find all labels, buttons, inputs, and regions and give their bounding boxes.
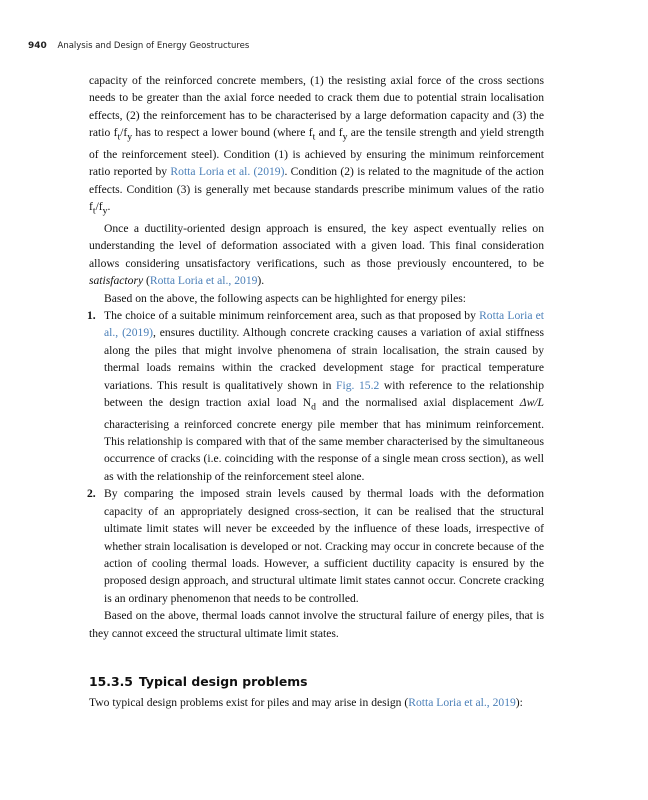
- text-segment: /f: [120, 126, 128, 140]
- running-head: [28, 41, 249, 51]
- subscript: t: [92, 205, 96, 217]
- text-segment: Two typical design problems exist for piles and may arise in design (: [89, 695, 409, 709]
- subscript: y: [102, 205, 108, 217]
- body-text: [89, 72, 544, 711]
- text-segment: , ensures ductility. Although concrete cracking causes a variation of axial stiffness along the piles that might involve phenomena of strain localisation, the strain caused by thermal loads remains within the cracked development stage for practical temperature variations. This result is qualitatively shown in: [104, 326, 544, 392]
- text-segment: and the normalised axial displacement: [315, 395, 520, 409]
- figure-link[interactable]: Fig. 15.2: [336, 378, 380, 392]
- citation-link[interactable]: Rotta Loria et al., 2019: [408, 695, 516, 709]
- citation-link[interactable]: Rotta Loria et al., (2019): [104, 308, 545, 340]
- text-segment: By comparing the imposed strain levels caused by thermal loads with the deformation capacity of an appropriately designed cross-section, it can be realised that the structural ultimate limit states will never be exceeded by the influence of these loads, irrespective of whether strain localisation is developed or not. Cracking may occur in concrete because of the action of cooling thermal loads. However, a sufficient ductility capacity is ensured by the proposed design approach, and structural ultimate limit states cannot occur. Concrete cracking is an ordinary phenomenon that needs to be controlled.: [104, 487, 544, 605]
- text-segment: has to respect a lower bound (where f: [132, 126, 313, 140]
- text-segment: and f: [315, 126, 343, 140]
- list-item: [89, 485, 544, 607]
- citation-link[interactable]: Rotta Loria et al., 2019: [149, 274, 258, 288]
- running-title: Analysis and Design of Energy Geostructures: [57, 41, 250, 51]
- text-segment: capacity of the reinforced concrete members, (1) the resisting axial force of the cross sections needs to be greater than the axial force needed to crack them due to potential strain localisation effects, (2) the reinforcement has to be characterised by a large deformation capacity and (3) the ratio f: [89, 74, 544, 140]
- paragraph-conclusion: Based on the above, thermal loads cannot involve the structural failure of energy piles, that is they cannot exceed the structural ultimate limit states.: [89, 609, 544, 640]
- text-segment: are the tensile strength and yield strength of the reinforcement steel). Condition (1) is achieved by ensuring the minimum reinforcement ratio reported by: [89, 126, 544, 179]
- section-number: 15.3.5: [89, 673, 133, 689]
- paragraph-design-problems: [89, 694, 544, 711]
- subscript: y: [127, 131, 133, 143]
- subscript: t: [312, 131, 316, 143]
- list-item: [89, 307, 544, 485]
- math-expression: Δw/L: [519, 395, 544, 409]
- text-segment: ).: [257, 274, 265, 288]
- paragraph-intro-list: Based on the above, the following aspects can be highlighted for energy piles:: [104, 291, 466, 305]
- text-segment: .: [107, 200, 111, 214]
- list-marker: 1.: [87, 308, 96, 322]
- emphasis: satisfactory: [89, 274, 144, 288]
- subscript: t: [117, 131, 121, 143]
- section-heading: [89, 674, 544, 690]
- text-segment: with reference to the relationship between the design traction axial load N: [104, 378, 544, 409]
- section-title: Typical design problems: [138, 673, 308, 689]
- paragraph-ductility: [89, 220, 544, 290]
- subscript: y: [342, 131, 348, 143]
- text-segment: Once a ductility-oriented design approach is ensured, the key aspect eventually relies on understanding the level of deformation associated with a given load. This final consideration allows considering unsatisfactory verifications, such as those previously encountered, to be: [89, 221, 544, 270]
- paragraph-continuation: [89, 72, 544, 220]
- page-number: 940: [28, 41, 47, 51]
- text-segment: (: [143, 274, 150, 288]
- list-marker: 2.: [87, 487, 96, 501]
- subscript: d: [311, 401, 316, 413]
- text-segment: . Condition (2) is related to the magnitude of the action effects. Condition (3) is generally met because standards prescribe minimum values of the ratio f: [89, 165, 544, 214]
- citation-link[interactable]: Rotta Loria et al. (2019): [170, 165, 285, 179]
- text-segment: characterising a reinforced concrete energy pile member that has minimum reinforcement. This relationship is compared with that of the same member characterised by the simultaneous occurrence of cracks (i.e. coinciding with the response of a single mean cross section), as well as with the relationship of the reinforcement steel alone.: [104, 417, 544, 483]
- text-segment: /f: [95, 200, 103, 214]
- text-segment: ):: [515, 695, 523, 709]
- text-segment: The choice of a suitable minimum reinforcement area, such as that proposed by: [104, 308, 480, 322]
- aspects-list: [89, 307, 544, 607]
